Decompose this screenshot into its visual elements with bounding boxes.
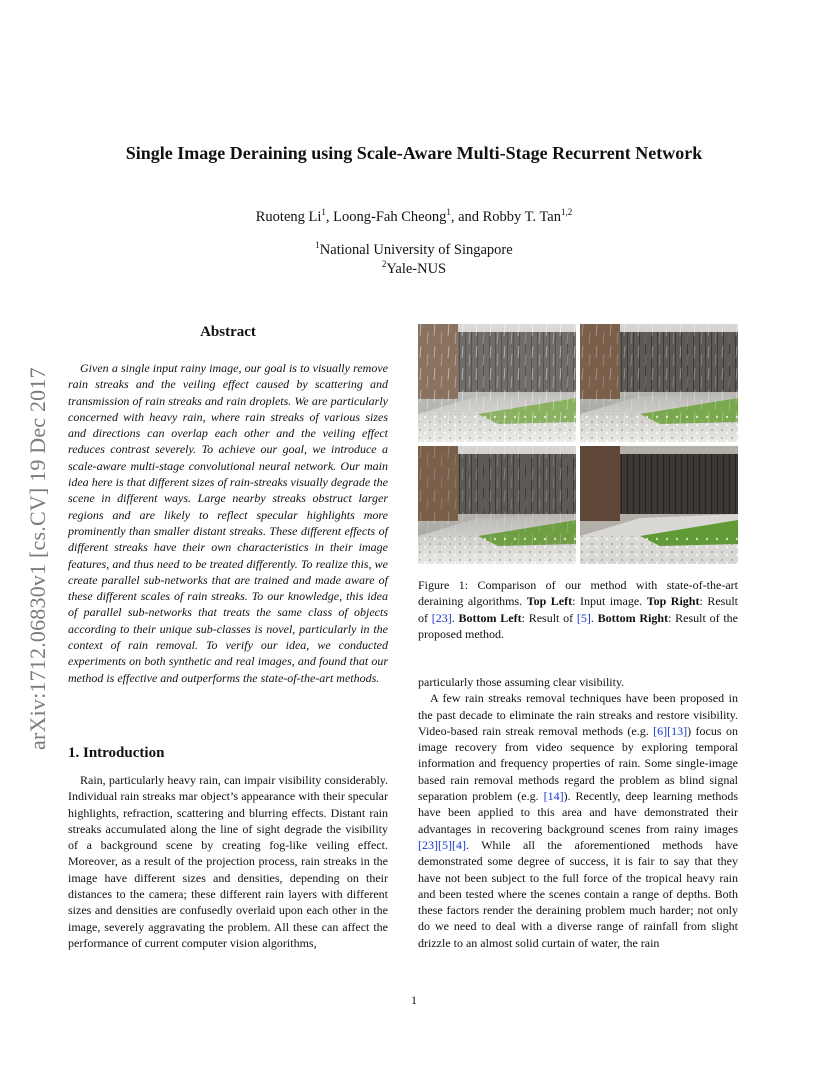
- arxiv-stamp: arXiv:1712.06830v1 [cs.CV] 19 Dec 2017: [25, 367, 50, 750]
- figure-1-caption: [418, 577, 738, 642]
- introduction-paragraph: Rain, particularly heavy rain, can impair visibility considerably. Individual rain streaks mar object’s appearance with their specular highlights, refraction, scattering and blurring effects. Distant rain streaks accumulated along the line of sight degrade the visibility of a background scene by creating fog-like veiling effect. Moreover, as a result of the projection process, rain streaks in the image have different sizes and densities, depending on their distances to the camera; these different rain layers with different sizes and densities are confusedly overlaid upon each other in the image, severely aggravating the problem. All these can affect the performance of current computer vision algorithms,: [68, 773, 388, 950]
- affiliation-mark: 1,2: [560, 207, 573, 217]
- caption-bold-label: Bottom Right: [597, 610, 669, 625]
- body-text: A few rain streaks removal techniques have been proposed in the past decade to eliminate the rain streaks and restore visibility. Video-based rain streak removal methods (e.g.: [418, 691, 738, 738]
- citation-link[interactable]: [6][13]: [653, 723, 688, 738]
- figure-1: [418, 324, 738, 564]
- body-text: ). Recently, deep learning methods have been applied to this area and have demonstrated their advantages in recovering background scenes from rainy images: [418, 789, 739, 836]
- panel-top-right: [580, 324, 738, 442]
- right-column-body: [418, 674, 738, 951]
- body-text: ) focus on image recovery from video sequence by exploring temporal information and frequency properties of rain. Some single-image based rain removal methods regard the problem as blind signal separation problem (e.g.: [418, 723, 738, 804]
- abstract-paragraph: Given a single input rainy image, our goal is to visually remove rain streaks and the veiling effect caused by scattering and transmission of rain streaks and rain droplets. We are particularly concerned with heavy rain, where rain streaks of various sizes and directions can overlap each other and the veiling effect reduces contrast severely. To achieve our goal, we introduce a scale-aware multi-stage convolutional neural network. Our main idea here is that different sizes of rain-streaks visually degrade the scene in different ways. Large nearby streaks obstruct larger regions and are likely to reflect specular highlights more prominently than smaller distant streaks. These different effects of different streaks have their own characteristics in their image features, and thus need to be treated differently. To realize this, we create parallel sub-networks that are trained and made aware of these different scales of rain streaks. To our knowledge, this idea of parallel sub-networks that treats the same class of objects according to their unique sub-classes is novel, particularly in the context of rain removal. To verify our idea, we conducted experiments on both synthetic and real images, and found that our method is effective and outperforms the state-of-the-art methods.: [68, 361, 388, 685]
- abstract-heading: Abstract: [200, 324, 256, 340]
- affiliations: [0, 241, 828, 279]
- author-list: [0, 209, 828, 226]
- body-paragraph: particularly those assuming clear visibility.: [418, 675, 625, 689]
- affiliation-name: Yale-NUS: [386, 261, 447, 277]
- caption-text: : Input image.: [572, 594, 647, 609]
- affiliation-mark: 1: [315, 240, 320, 250]
- caption-text: : Result of: [521, 610, 577, 625]
- affiliation-mark: 1: [446, 207, 451, 217]
- caption-bold-label: Bottom Left: [458, 610, 522, 625]
- body-paragraph: [418, 690, 738, 951]
- affiliation-mark: 1: [321, 207, 326, 217]
- citation-link[interactable]: [5]: [576, 610, 591, 625]
- caption-text: .: [590, 610, 598, 625]
- panel-top-left: [418, 324, 576, 442]
- figure-1-image-grid: [418, 324, 738, 564]
- caption-text: : Result of: [418, 594, 738, 625]
- citation-link[interactable]: [23]: [431, 610, 452, 625]
- panel-bottom-right: [580, 446, 738, 564]
- affiliation-mark: 2: [381, 259, 387, 269]
- caption-bold-label: Top Right: [646, 594, 700, 609]
- caption-text: : Result of the proposed method.: [418, 610, 739, 641]
- caption-text: Figure 1: Comparison of our method with state-of-the-art deraining algorithms.: [418, 578, 738, 609]
- affiliation-name: National University of Singapore: [319, 242, 513, 258]
- author-name: , Loong-Fah Cheong: [325, 209, 447, 225]
- panel-bottom-left: [418, 446, 576, 564]
- section-heading-introduction: 1. Introduction: [68, 745, 165, 761]
- page-number: 1: [411, 993, 417, 1007]
- citation-link[interactable]: [23][5][4]: [418, 837, 466, 852]
- body-text: . While all the aforementioned methods have demonstrated some degree of success, it is fair to say that they have not been subject to the full force of the tropical heavy rain and been tested where the scenes contain a range of depths. Both these factors render the deraining problem much harder; not only do we need to deal with a diverse range of rainfall from slight drizzle to an almost solid curtain of water, the rain: [418, 837, 738, 950]
- caption-text: .: [451, 610, 459, 625]
- paper-title: Single Image Deraining using Scale-Aware Multi-Stage Recurrent Network: [125, 143, 703, 163]
- author-name: Ruoteng Li: [255, 209, 322, 225]
- abstract-text: [68, 360, 388, 686]
- caption-bold-label: Top Left: [526, 594, 573, 609]
- author-name: , and Robby T. Tan: [450, 209, 561, 225]
- citation-link[interactable]: [14]: [543, 789, 564, 804]
